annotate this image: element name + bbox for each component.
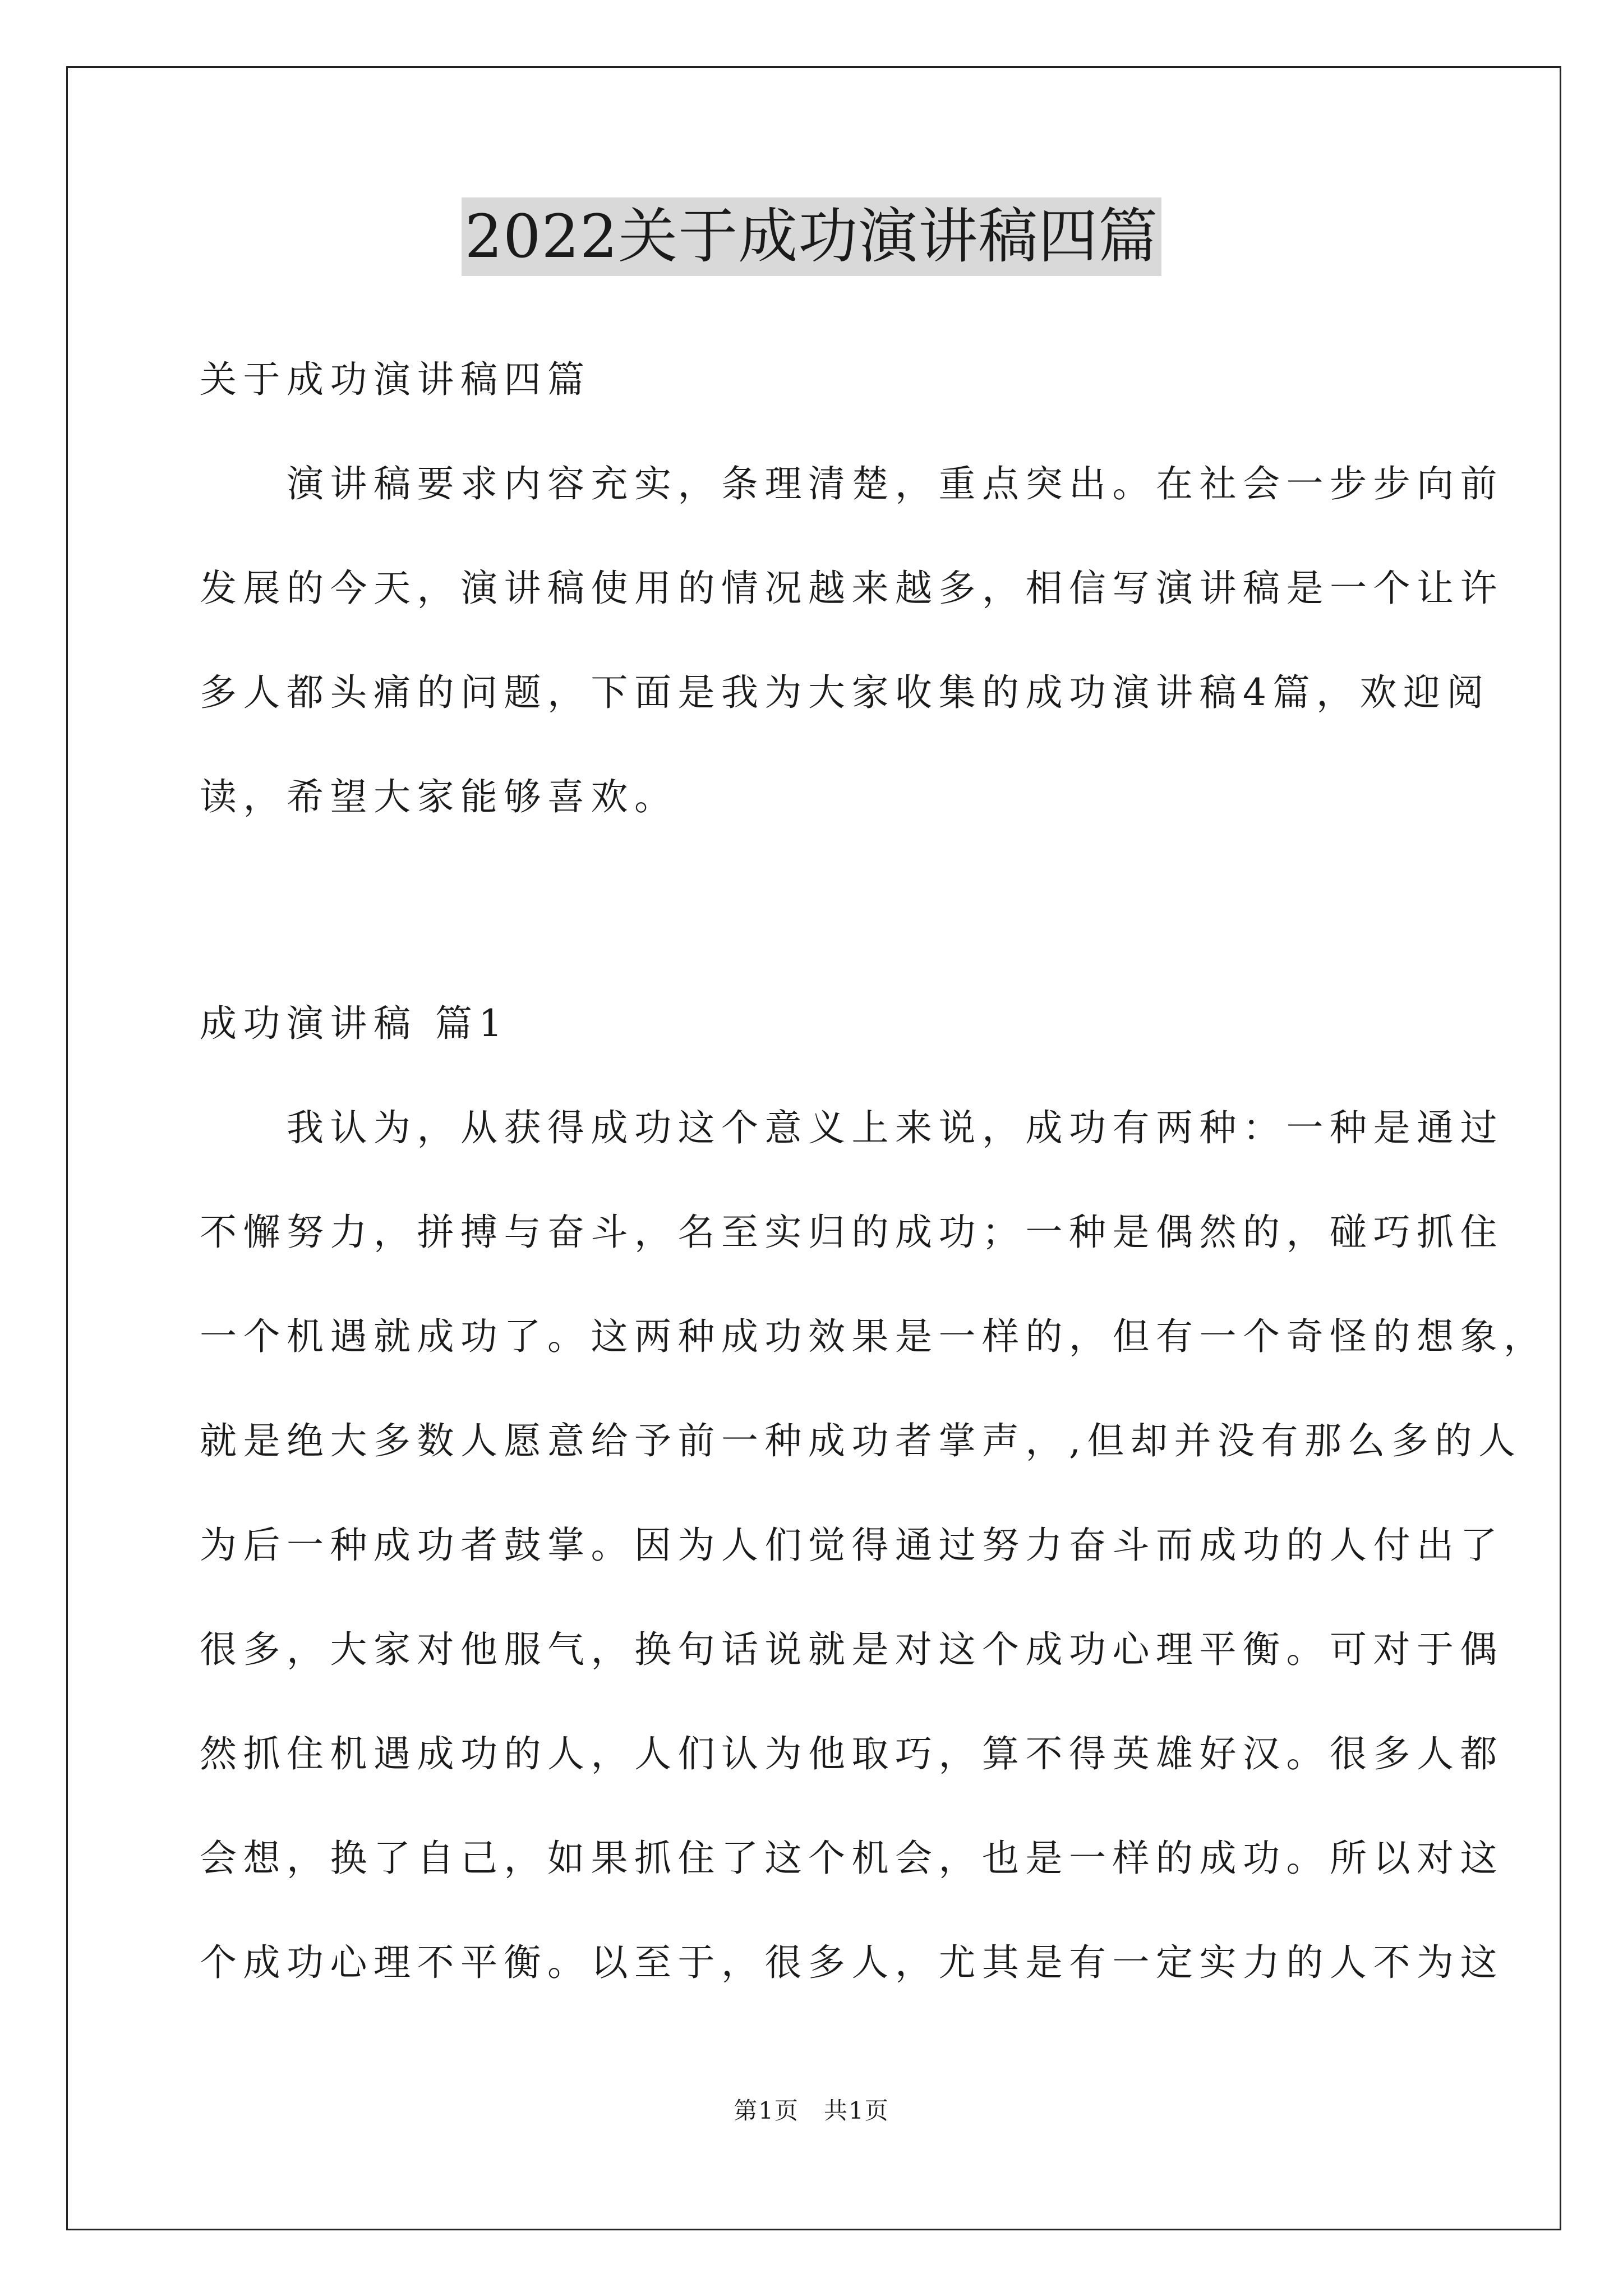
body-line-6: 很多，大家对他服气，换句话说就是对这个成功心理平衡。可对于偶 [200, 1628, 1504, 1671]
intro-line-3: 多人都头痛的问题，下面是我为大家收集的成功演讲稿4篇，欢迎阅 [200, 671, 1490, 714]
page-footer: 第1页 共1页 [734, 2097, 889, 2124]
body-line-1: 我认为，从获得成功这个意义上来说，成功有两种：一种是通过 [200, 1106, 1504, 1149]
body-line-5: 为后一种成功者鼓掌。因为人们觉得通过努力奋斗而成功的人付出了 [200, 1524, 1504, 1567]
body-line-8: 会想，换了自己，如果抓住了这个机会，也是一样的成功。所以对这 [200, 1837, 1504, 1880]
intro-line-4: 读，希望大家能够喜欢。 [200, 775, 678, 818]
title-container [0, 197, 1623, 276]
document-title: 2022关于成功演讲稿四篇 [462, 197, 1162, 276]
body-line-9: 个成功心理不平衡。以至于，很多人，尤其是有一定实力的人不为这 [200, 1941, 1504, 1984]
body-line-2: 不懈努力，拼搏与奋斗，名至实归的成功；一种是偶然的，碰巧抓住 [200, 1211, 1504, 1254]
section-heading: 成功演讲稿 篇1 [200, 1002, 509, 1045]
body-line-7: 然抓住机遇成功的人，人们认为他取巧，算不得英雄好汉。很多人都 [200, 1732, 1504, 1775]
intro-line-1: 演讲稿要求内容充实，条理清楚，重点突出。在社会一步步向前 [200, 462, 1504, 505]
body-line-4: 就是绝大多数人愿意给予前一种成功者掌声，,但却并没有那么多的人 [200, 1419, 1522, 1462]
intro-line-2: 发展的今天，演讲稿使用的情况越来越多，相信写演讲稿是一个让许 [200, 567, 1504, 610]
document-subtitle: 关于成功演讲稿四篇 [200, 358, 591, 401]
body-line-3: 一个机遇就成功了。这两种成功效果是一样的，但有一个奇怪的想象， [200, 1315, 1547, 1358]
